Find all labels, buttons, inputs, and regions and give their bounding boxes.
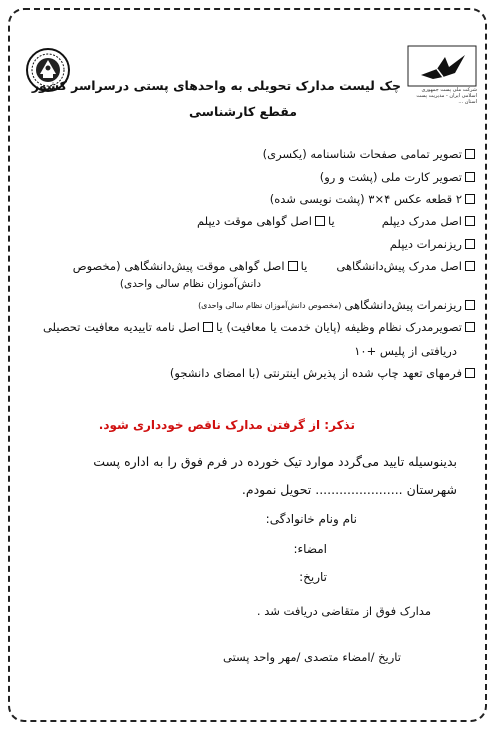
checklist-item: تصویر کارت ملی (پشت و رو) xyxy=(320,170,475,184)
form-title: چک لیست مدارک تحویلی به واحدهای پستی درسراسر کشور xyxy=(31,78,401,93)
checklist-item: تصویر تمامی صفحات شناسنامه (یکسری) xyxy=(263,147,475,161)
checkbox[interactable] xyxy=(465,172,475,182)
checkbox[interactable] xyxy=(465,368,475,378)
post-logo-org-text: شرکت ملی پست جمهوری اسلامی ایران - مدیریت پست استان ... xyxy=(416,87,477,105)
checkbox[interactable] xyxy=(465,216,475,226)
checklist-item: اصل مدرک دیپلم یا اصل گواهی موقت دیپلم xyxy=(197,214,475,228)
checklist-item-continuation: دریافتی از پلیس +۱۰ xyxy=(354,344,457,358)
iran-post-bird-icon xyxy=(407,45,477,87)
postal-officer-sign-label: تاریخ /امضاء متصدی /مهر واحد پستی xyxy=(222,650,401,664)
checklist-item: اصل مدرک پیش‌دانشگاهی یا اصل گواهی موقت پیش‌دانشگاهی (مخصوص xyxy=(73,259,475,273)
signature-field-label: امضاء: xyxy=(293,542,327,556)
checkbox[interactable] xyxy=(465,261,475,271)
checkbox[interactable] xyxy=(465,194,475,204)
checklist-item: ۲ قطعه عکس ۴×۳ (پشت نویسی شده) xyxy=(270,192,475,206)
checklist-item: فرمهای تعهد چاپ شده از پذیرش اینترنتی (با امضای دانشجو) xyxy=(170,366,475,380)
name-field-label: نام ونام خانوادگی: xyxy=(265,512,357,526)
checkbox[interactable] xyxy=(315,216,325,226)
checkbox[interactable] xyxy=(288,261,298,271)
checkbox[interactable] xyxy=(465,239,475,249)
checklist-item: ریزنمرات پیش‌دانشگاهی (مخصوص دانش‌آموزان نظام سالی واحدی) xyxy=(198,298,475,312)
checkbox[interactable] xyxy=(465,300,475,310)
declaration-line-2: شهرستان ...................... تحویل نمودم. xyxy=(241,482,457,497)
received-note: مدارک فوق از متقاضی دریافت شد . xyxy=(256,604,431,618)
declaration-line-1: بدینوسیله تایید می‌گردد موارد تیک خورده در فرم فوق را به اداره پست xyxy=(93,454,457,469)
checklist-item-continuation: دانش‌آموزان نظام سالی واحدی) xyxy=(119,278,261,290)
form-subtitle: مقطع کارشناسی xyxy=(189,104,297,119)
date-field-label: تاریخ: xyxy=(299,570,327,584)
checkbox[interactable] xyxy=(203,322,213,332)
checkbox[interactable] xyxy=(465,322,475,332)
checkbox[interactable] xyxy=(465,149,475,159)
post-logo xyxy=(407,45,477,110)
checklist-item: تصویرمدرک نظام وظیفه (پایان خدمت یا معافیت) یا اصل نامه تاییدیه معافیت تحصیلی xyxy=(43,320,475,334)
checklist-item: ریزنمرات دیپلم xyxy=(390,237,475,251)
warning-note: تذکر: از گرفتن مدارک ناقص خودداری شود. xyxy=(98,418,355,432)
